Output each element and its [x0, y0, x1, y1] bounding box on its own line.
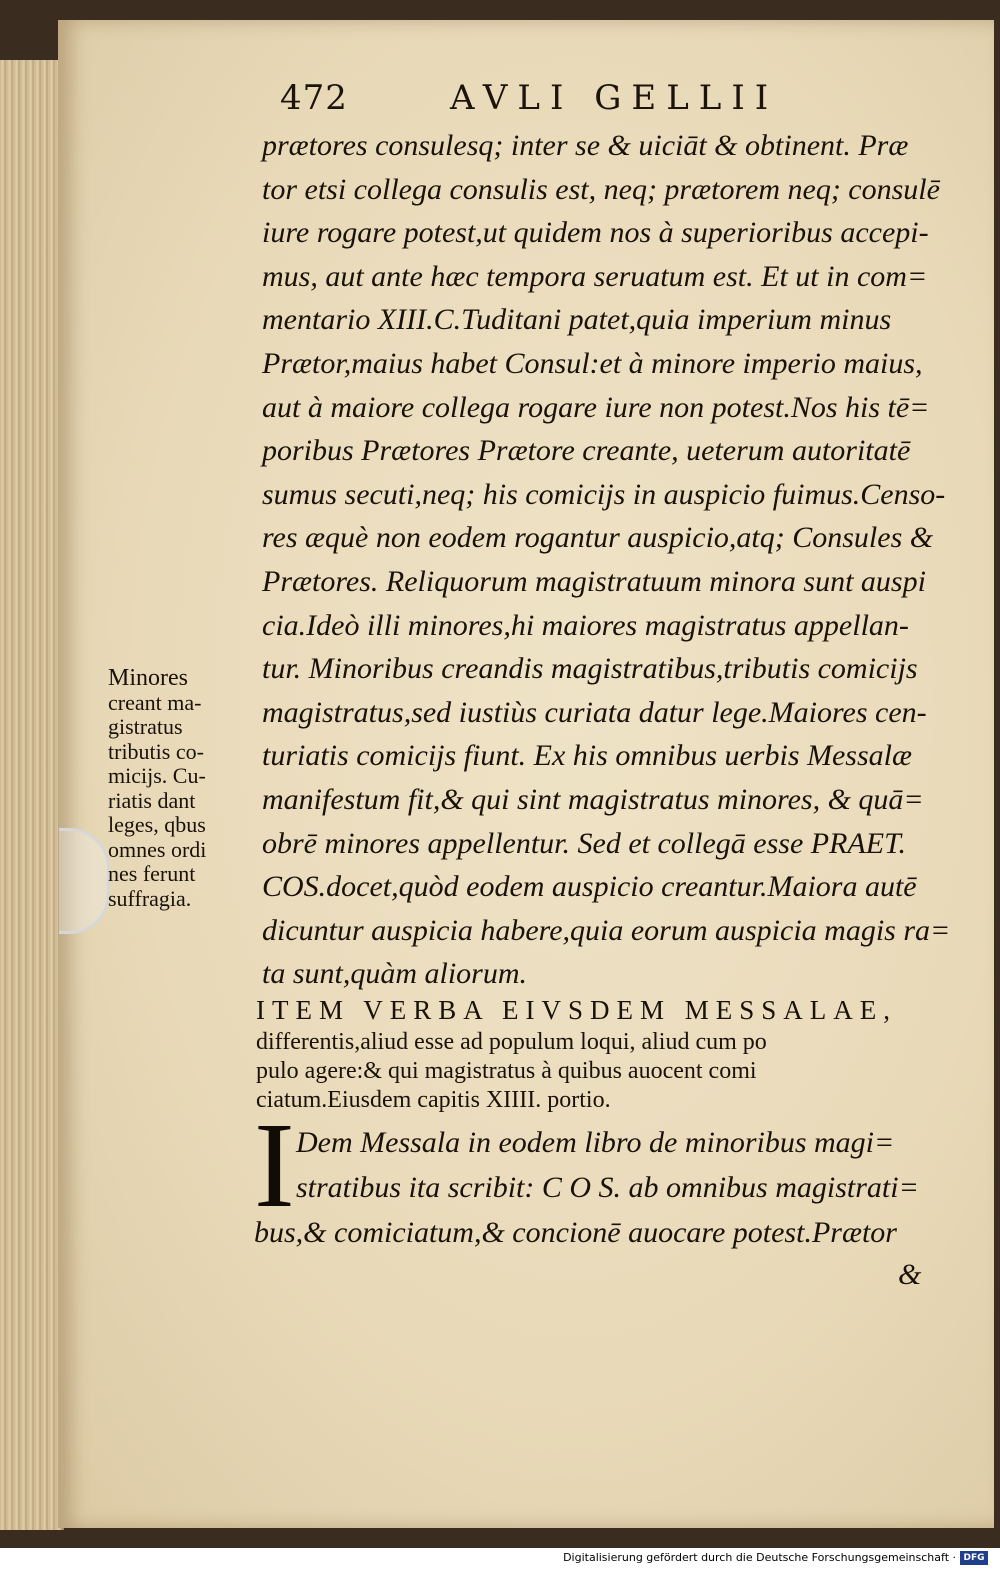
- body-line: manifestum fit,& qui sint magistratus minores, & quā=: [262, 782, 924, 816]
- chapter-text-line: bus,& comiciatum,& concionē auocare potest.Prætor: [254, 1216, 897, 1249]
- body-line: mus, aut ante hæc tempora seruatum est. Et ut in com=: [262, 259, 928, 293]
- margin-note-line: nes ferunt: [108, 861, 196, 886]
- body-line: prætores consulesq; inter se & uiciāt & obtinent. Præ: [262, 129, 909, 162]
- margin-note-line: tributis co-: [108, 738, 204, 764]
- body-line: aut à maiore collega rogare iure non potest.Nos his tē=: [262, 390, 930, 424]
- margin-note-line: omnes ordi: [108, 836, 207, 862]
- drop-cap-initial: I: [254, 1098, 295, 1233]
- dfg-logo: DFG: [960, 1551, 988, 1565]
- funding-credit: Digitalisierung gefördert durch die Deutsche Forschungsgemeinschaft ·: [563, 1551, 956, 1564]
- margin-note-line: creant ma-: [108, 689, 202, 715]
- page-number: 472: [280, 78, 348, 118]
- body-line: iure rogare potest,ut quidem nos à superioribus accepi-: [262, 216, 929, 250]
- chapter-text-line: stratibus ita scribit: C O S. ab omnibus magistrati=: [296, 1171, 919, 1204]
- body-line: tur. Minoribus creandis magistratibus,tributis comicijs: [262, 652, 918, 686]
- body-line: magistratus,sed iustiùs curiata datur lege.Maiores cen-: [262, 695, 927, 729]
- body-text: [262, 124, 952, 996]
- body-line: Prætor,maius habet Consul:et à minore imperio maius,: [262, 346, 923, 380]
- body-line: sumus secuti,neq; his comicijs in auspicio fuimus.Censo-: [262, 477, 946, 511]
- margin-note-line: Minores: [108, 665, 188, 691]
- page-header: [280, 78, 800, 122]
- body-line: mentario XIII.C.Tuditani patet,quia imperium minus: [262, 303, 892, 337]
- body-line: turiatis comicijs fiunt. Ex his omnibus uerbis Messalæ: [262, 739, 912, 773]
- body-line: COS.docet,quòd eodem auspicio creantur.Maiora autē: [262, 870, 917, 904]
- chapter-heading-line: ciatum.Eiusdem capitis XIIII. portio.: [256, 1087, 611, 1113]
- body-line: cia.Ideò illi minores,hi maiores magistratus appellan-: [262, 608, 909, 642]
- chapter-text-line: Dem Messala in eodem libro de minoribus magi=: [296, 1126, 895, 1159]
- running-head: AVLI GELLII: [450, 78, 779, 118]
- chapter-heading-line: differentis,aliud esse ad populum loqui, aliud cum po: [256, 1029, 767, 1055]
- margin-note-line: riatis dant: [108, 787, 196, 813]
- body-line: ta sunt,quàm aliorum.: [262, 957, 528, 991]
- body-line: poribus Prætores Prætore creante, ueterum autoritatē: [262, 434, 911, 468]
- body-line: res æquè non eodem rogantur auspicio,atq; Consules &: [262, 521, 934, 555]
- margin-note-line: micijs. Cu-: [108, 763, 206, 788]
- body-line: Prætores. Reliquorum magistratuum minora sunt auspi: [262, 564, 926, 598]
- chapter-heading: [256, 992, 946, 1115]
- chapter-text: [254, 1120, 946, 1255]
- margin-note-line: leges, qbus: [108, 812, 206, 837]
- body-line: obrē minores appellentur. Sed et collegā esse PRAET.: [262, 826, 907, 860]
- margin-note-line: gistratus: [108, 714, 183, 739]
- body-line: dicuntur auspicia habere,quia eorum auspicia magis ra=: [262, 913, 951, 947]
- margin-note: [108, 666, 258, 911]
- margin-note-line: suffragia.: [108, 885, 192, 911]
- body-line: tor etsi collega consulis est, neq; prætorem neq; consulē: [262, 172, 940, 206]
- chapter-heading-caps: ITEM VERBA EIVSDEM MESSALAE,: [256, 995, 898, 1025]
- chapter-heading-line: pulo agere:& qui magistratus à quibus auocent comi: [256, 1058, 757, 1084]
- page-clip: [59, 828, 110, 934]
- book-page-edges: [0, 60, 64, 1530]
- catchword: &: [898, 1258, 922, 1291]
